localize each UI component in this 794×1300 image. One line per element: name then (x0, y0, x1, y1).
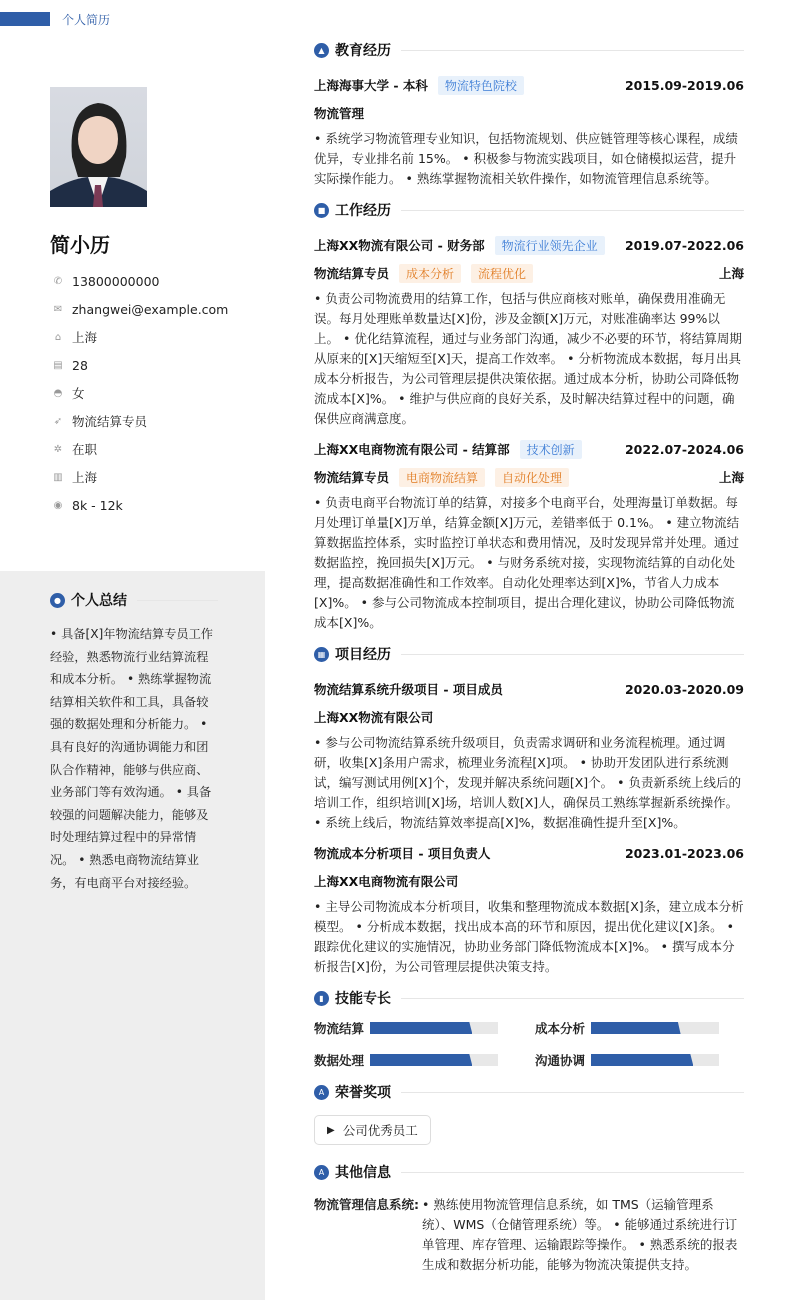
section-title: 技能专长 (335, 991, 391, 1007)
other-section (314, 1161, 744, 1275)
education-section (314, 39, 744, 189)
contact-gender (50, 379, 228, 407)
grid-icon: ▦ (314, 647, 329, 662)
skill-bar-fill (370, 1022, 472, 1034)
company-name: 上海XX电商物流有限公司 - 结算部 (314, 442, 510, 457)
job-role: 物流结算专员 (314, 470, 390, 485)
status-icon: ✲ (53, 443, 63, 455)
date-range: 2020.03-2020.09 (624, 681, 744, 697)
contact-value: zhangwei@example.com (72, 301, 229, 317)
contact-value: 上海 (72, 330, 98, 345)
skill-name: 物流结算 (314, 1021, 365, 1036)
section-title: 其他信息 (335, 1165, 391, 1181)
skill-item (535, 1051, 744, 1069)
contact-salary (50, 491, 228, 519)
contact-city (50, 463, 228, 491)
project-desc: • 参与公司物流结算系统升级项目，负责需求调研和业务流程梳理。通过调研，收集[X]条用户需求，梳理业务流程[X]项。 • 协助开发团队进行系统测试，编写测试用例[X]个，发现并解决系统问题[X]个。 • 负责新系统上线后的培训工作，组织培训[X]场，培训人数[X]人，确保员工熟练掌握新系统操作。 • 系统上线后，物流结算效率提高[X]%，数据准确性提升至[X]%。 (314, 735, 741, 830)
contact-value: 物流结算专员 (72, 414, 148, 429)
skills-section (314, 987, 744, 1069)
skill-name: 数据处理 (314, 1053, 365, 1068)
contact-value: 8k - 12k (72, 497, 123, 513)
divider (401, 50, 744, 51)
section-title: 工作经历 (335, 203, 391, 219)
skill-name: 成本分析 (535, 1021, 586, 1036)
contact-age (50, 351, 228, 379)
skill-bar (370, 1022, 498, 1034)
contact-status (50, 435, 228, 463)
project-name: 物流成本分析项目 - 项目负责人 (314, 846, 491, 861)
project-item (314, 839, 744, 977)
company-tag: 技术创新 (520, 440, 582, 459)
briefcase-icon: ■ (314, 203, 329, 218)
send-icon: ➶ (53, 415, 63, 427)
phone-icon: ✆ (53, 275, 63, 287)
skill-bar (591, 1054, 719, 1066)
work-desc: • 负责电商平台物流订单的结算，对接多个电商平台，处理海量订单数据。每月处理订单量[X]万单，结算金额[X]万元，差错率低于 0.1%。 • 建立物流结算数据监控体系，实时监控订单状态和费用情况，及时发现异常并处理。通过数据监控，挽回损失[X]万元。 • 与财务系统对接，实现物流结算的自动化处理，提高数据准确性和工作效率。自动化处理率达到[X]%，节省人力成本[X]%。 • 参与公司物流成本控制项目，提出合理化建议，协助公司降低物流成本[X]%。 (314, 495, 740, 630)
skill-tag: 自动化处理 (495, 468, 569, 487)
award-item[interactable] (314, 1115, 431, 1145)
skill-bar-fill (591, 1022, 681, 1034)
section-title: 荣誉奖项 (335, 1085, 391, 1101)
skill-bar-fill (370, 1054, 472, 1066)
awards-section (314, 1081, 744, 1161)
play-triangle-icon: ▶ (327, 1124, 335, 1136)
job-role: 物流结算专员 (314, 266, 390, 281)
contact-value: 13800000000 (72, 273, 160, 289)
project-name: 物流结算系统升级项目 - 项目成员 (314, 682, 503, 697)
project-item (314, 675, 744, 833)
contact-value: 女 (72, 386, 85, 401)
avatar-photo (50, 87, 147, 207)
skill-tag: 成本分析 (399, 264, 461, 283)
project-company: 上海XX物流有限公司 (314, 710, 434, 725)
contact-phone (50, 267, 228, 295)
header-accent-bar (0, 12, 50, 26)
work-item (314, 231, 744, 429)
profile-name: 简小历 (50, 233, 110, 257)
school-name: 上海海事大学 - 本科 (314, 78, 428, 93)
divider (137, 600, 218, 601)
contact-location (50, 323, 228, 351)
user-icon: ● (50, 593, 65, 608)
divider (401, 998, 744, 999)
education-desc: • 系统学习物流管理专业知识，包括物流规划、供应链管理等核心课程，成绩优异，专业排名前 15%。 • 积极参与物流实践项目，如仓储模拟运营，提升实际操作能力。 • 熟练掌握物流相关软件操作，如物流管理信息系统等。 (314, 131, 738, 186)
contact-value: 28 (72, 357, 88, 373)
skill-tag: 电商物流结算 (399, 468, 485, 487)
date-range: 2023.01-2023.06 (624, 845, 744, 861)
graduation-cap-icon: ▲ (314, 43, 329, 58)
section-title: 教育经历 (335, 43, 391, 59)
project-desc: • 主导公司物流成本分析项目，收集和整理物流成本数据[X]条，建立成本分析模型。 • 分析成本数据，找出成本高的环节和原因，提出优化建议[X]条。 • 跟踪优化建议的实施情况，协助业务部门降低物流成本[X]%。 • 撰写成本分析报告[X]份，为公司管理层提供决策支持。 (314, 899, 744, 974)
company-tag: 物流行业领先企业 (495, 236, 605, 255)
summary-text: • 具备[X]年物流结算专员工作经验，熟悉物流行业结算流程和成本分析。 • 熟练掌握物流结算相关软件和工具，具备较强的数据处理和分析能力。 • 具有良好的沟通协调能力和团队合作精神，能够与供应商、业务部门等有效沟通。 • 具备较强的问题解决能力，能够及时处理结算过程中的异常情况。 • 熟悉电商物流结算业务，有电商平台对接经验。 (50, 627, 213, 890)
main-content (314, 39, 744, 1275)
building-icon: ▥ (53, 471, 63, 483)
project-company: 上海XX电商物流有限公司 (314, 874, 459, 889)
award-icon: A (314, 1085, 329, 1100)
skill-item (535, 1019, 744, 1037)
divider (401, 654, 744, 655)
bar-chart-icon: ▮ (314, 991, 329, 1006)
section-title: 项目经历 (335, 647, 391, 663)
contact-position (50, 407, 228, 435)
skill-item (314, 1051, 535, 1069)
date-range: 2015.09-2019.06 (624, 77, 744, 93)
home-icon: ⌂ (54, 331, 62, 343)
contact-value: 在职 (72, 442, 98, 457)
skill-tag: 流程优化 (471, 264, 533, 283)
gender-icon: ◓ (53, 387, 63, 399)
section-title: 个人总结 (71, 593, 127, 609)
work-section (314, 199, 744, 633)
mail-icon: ✉ (53, 303, 63, 315)
summary-section (50, 589, 218, 894)
work-item (314, 435, 744, 633)
award-name: 公司优秀员工 (342, 1123, 418, 1138)
contact-value: 上海 (72, 470, 98, 485)
skill-bar-fill (591, 1054, 693, 1066)
cake-icon: ▤ (53, 359, 63, 371)
skill-item (314, 1019, 535, 1037)
projects-section (314, 643, 744, 977)
other-label: 物流管理信息系统: (314, 1197, 419, 1212)
job-city: 上海 (718, 266, 744, 281)
skill-bar (370, 1054, 498, 1066)
date-range: 2022.07-2024.06 (624, 441, 744, 457)
salary-icon: ◉ (53, 499, 63, 511)
company-name: 上海XX物流有限公司 - 财务部 (314, 238, 485, 253)
contact-list (50, 267, 228, 519)
divider (401, 210, 744, 211)
divider (401, 1092, 744, 1093)
job-city: 上海 (718, 470, 744, 485)
school-tag: 物流特色院校 (438, 76, 524, 95)
skill-bar (591, 1022, 719, 1034)
info-icon: A (314, 1165, 329, 1180)
work-desc: • 负责公司物流费用的结算工作，包括与供应商核对账单，确保费用准确无误。每月处理账单数量达[X]份，涉及金额[X]万元，对账准确率达 99%以上。 • 优化结算流程，通过与业务部门沟通，减少不必要的环节，将结算周期从原来的[X]天缩短至[X]天，提高工作效率。 • 分析物流成本数据，每月出具成本分析报告，为公司管理层提供决策依据。通过成本分析，协助公司降低物流成本[X]%。 • 维护与供应商的良好关系，及时解决结算过程中的问题，确保供应商满意度。 (314, 291, 742, 426)
skill-name: 沟通协调 (535, 1053, 586, 1068)
other-text: • 熟练使用物流管理信息系统，如 TMS（运输管理系统）、WMS（仓储管理系统）等。 • 能够通过系统进行订单管理、库存管理、运输跟踪等操作。 • 熟悉系统的报表生成和数据分析功能，能够为物流决策提供支持。 (422, 1197, 738, 1272)
header-title: 个人简历 (62, 13, 111, 27)
divider (401, 1172, 744, 1173)
major: 物流管理 (314, 106, 365, 121)
contact-email (50, 295, 228, 323)
date-range: 2019.07-2022.06 (624, 237, 744, 253)
